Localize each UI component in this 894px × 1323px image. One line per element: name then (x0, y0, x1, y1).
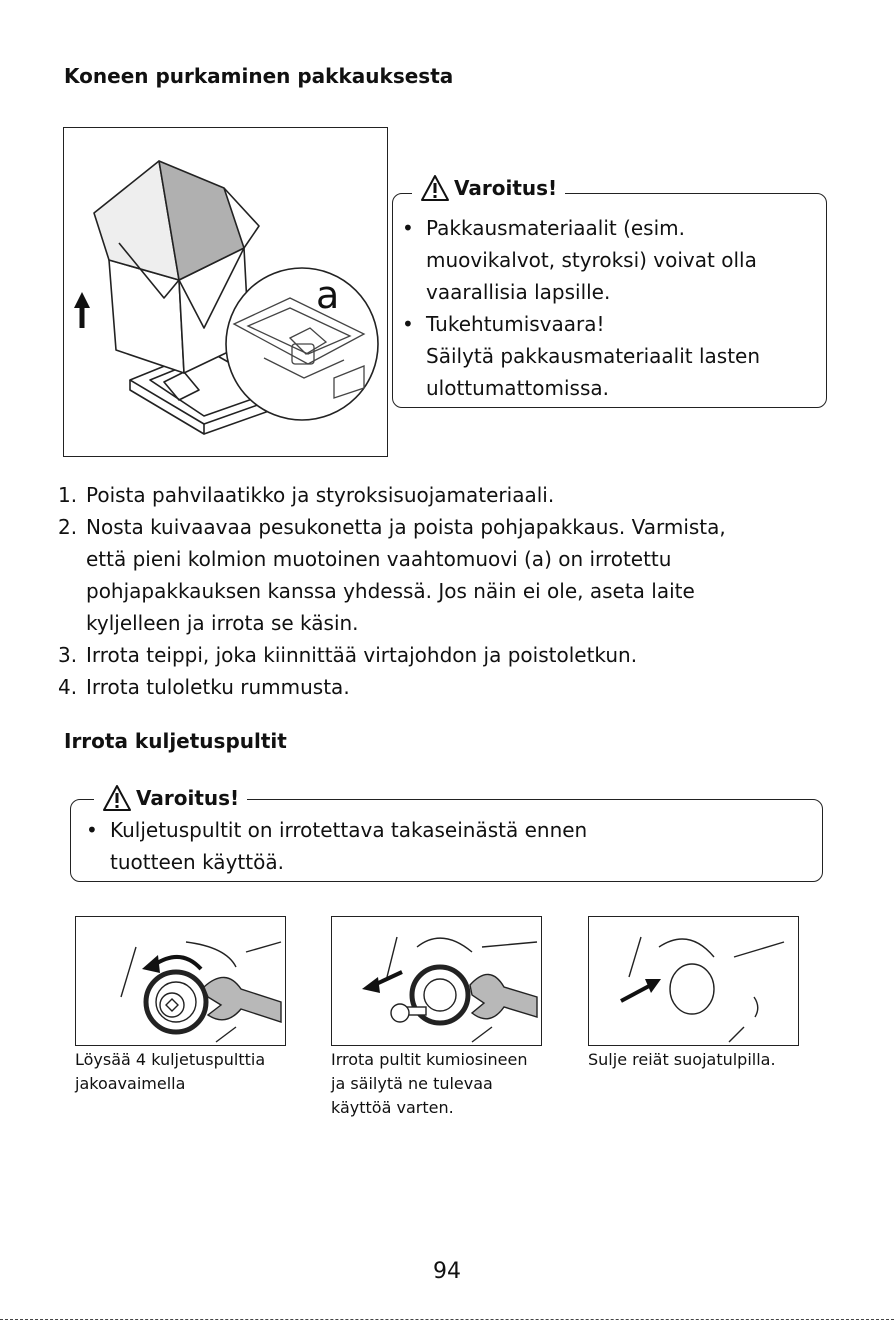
caption-line: ja säilytä ne tulevaa (331, 1074, 493, 1093)
warning-title-packaging (412, 174, 565, 202)
page-cut-line (0, 1319, 894, 1320)
box-drawing (64, 128, 387, 456)
warning-item: • Kuljetuspultit on irrotettava takaseinästä ennen tuotteen käyttöä. (86, 814, 806, 878)
warning-list-bolts (86, 814, 806, 878)
warning-line: Pakkausmateriaalit (esim. (426, 216, 685, 240)
section-title-unpacking: Koneen purkaminen pakkauksesta (64, 64, 454, 88)
step-line: kyljelleen ja irrota se käsin. (86, 611, 359, 635)
caption-remove (331, 1048, 571, 1120)
section-title-transport-bolts: Irrota kuljetuspultit (64, 729, 287, 753)
caption-line: käyttöä varten. (331, 1098, 454, 1117)
warning-item: • Pakkausmateriaalit (esim. muovikalvot, styroksi) voivat olla vaarallisia lapsille. (402, 212, 822, 308)
step-line: pohjapakkauksen kanssa yhdessä. Jos näin ei ole, aseta laite (86, 579, 695, 603)
caption-loosen (75, 1048, 315, 1096)
unpacking-steps (58, 479, 878, 703)
unpacking-illustration (63, 127, 388, 457)
step-line: 3. Irrota teippi, joka kiinnittää virtajohdon ja poistoletkun. (58, 643, 638, 667)
bolt-loosen-illustration (75, 916, 286, 1046)
caption-line: jakoavaimella (75, 1074, 186, 1093)
warning-line: vaarallisia lapsille. (426, 280, 611, 304)
step-line: että pieni kolmion muotoinen vaahtomuovi (a) on irrotettu (86, 547, 672, 571)
warning-list-packaging (402, 212, 822, 404)
step-line: 4. Irrota tuloletku rummusta. (58, 675, 350, 699)
caption-line: Irrota pultit kumiosineen (331, 1050, 528, 1069)
warning-title-text: Varoitus! (454, 176, 558, 200)
step-line: 1. Poista pahvilaatikko ja styroksisuojamateriaali. (58, 483, 555, 507)
warning-line: muovikalvot, styroksi) voivat olla (426, 248, 757, 272)
step-line: 2. Nosta kuivaavaa pesukonetta ja poista pohjapakkaus. Varmista, (58, 515, 726, 539)
warning-line: Kuljetuspultit on irrotettava takaseinästä ennen (110, 818, 588, 842)
page-number: 94 (433, 1259, 461, 1284)
warning-line: ulottumattomissa. (426, 376, 609, 400)
warning-line: tuotteen käyttöä. (110, 850, 284, 874)
warning-item: • Tukehtumisvaara! Säilytä pakkausmateriaalit lasten ulottumattomissa. (402, 308, 822, 404)
caption-line: Sulje reiät suojatulpilla. (588, 1050, 776, 1069)
bolt-remove-illustration (331, 916, 542, 1046)
caption-cover (588, 1048, 828, 1072)
warning-title-bolts (94, 784, 247, 812)
warning-title-text: Varoitus! (136, 786, 240, 810)
caption-line: Löysää 4 kuljetuspulttia (75, 1050, 266, 1069)
warning-line: Tukehtumisvaara! (426, 312, 605, 336)
warning-icon (102, 784, 132, 812)
cover-plug-illustration (588, 916, 799, 1046)
warning-icon (420, 174, 450, 202)
callout-a: a (316, 273, 340, 317)
warning-line: Säilytä pakkausmateriaalit lasten (426, 344, 761, 368)
